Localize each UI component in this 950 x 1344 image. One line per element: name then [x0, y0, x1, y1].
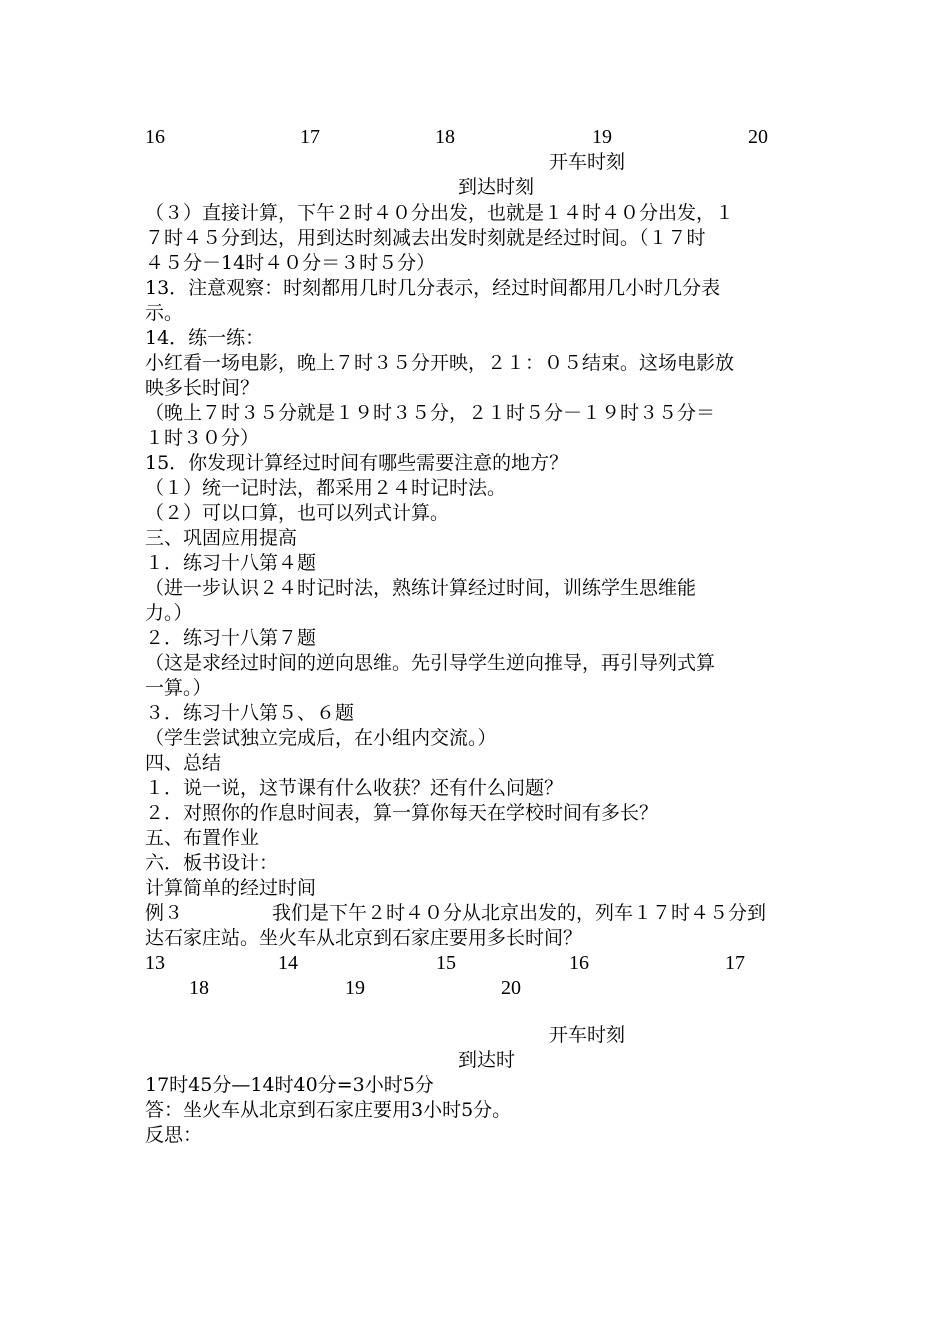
section-heading: 五、布置作业: [145, 827, 260, 849]
calculation-line: 17时45分—14时40分=3小时5分: [145, 1074, 434, 1096]
depart-time-label: 开车时刻: [549, 1024, 626, 1046]
arrive-time-label: 到达时刻: [458, 176, 535, 198]
text-line: １．说一说，这节课有什么收获？还有什么问题？: [145, 777, 564, 799]
scale-tick: 19: [345, 977, 365, 999]
text-line: 13．注意观察：时刻都用几时几分表示，经过时间都用几小时几分表: [145, 277, 721, 299]
text-line: １．练习十八第４题: [145, 552, 317, 574]
scale-tick: 16: [569, 952, 589, 974]
scale-tick: 18: [435, 126, 455, 148]
scale-tick: 16: [145, 126, 165, 148]
example-label: 例３: [145, 902, 184, 924]
scale-tick: 17: [300, 126, 320, 148]
text-line: （３）直接计算，下午２时４０分出发，也就是１４时４０分出发，１: [145, 202, 735, 224]
text-line: 14．练一练：: [145, 327, 265, 349]
text-line: 15．你发现计算经过时间有哪些需要注意的地方？: [145, 452, 569, 474]
scale-tick: 18: [189, 977, 209, 999]
scale-tick: 19: [592, 126, 612, 148]
text-line: 映多长时间？: [145, 377, 260, 399]
scale-tick: 20: [501, 977, 521, 999]
text-line: （晚上７时３５分就是１９时３５分，２１时５分－１９时３５分＝: [145, 402, 716, 424]
text-line: 小红看一场电影，晚上７时３５分开映，２１：０５结束。这场电影放: [145, 352, 735, 374]
scale-tick: 20: [748, 126, 768, 148]
text-line: ２．对照你的作息时间表，算一算你每天在学校时间有多长？: [145, 802, 659, 824]
text-line: （１）统一记时法，都采用２４时记时法。: [145, 477, 507, 499]
section-heading: 四、总结: [145, 752, 222, 774]
text-line: １时３０分）: [145, 427, 260, 449]
reflection-label: 反思：: [145, 1124, 203, 1146]
scale-tick: 15: [436, 952, 456, 974]
text-line: ４５分－14时４０分＝３时５分）: [145, 252, 436, 274]
text-line: 示。: [145, 302, 184, 324]
text-line: 一算。）: [145, 677, 212, 699]
scale-tick: 17: [725, 952, 745, 974]
section-heading: 三、巩固应用提高: [145, 527, 298, 549]
example-text: 达石家庄站。坐火车从北京到石家庄要用多长时间？: [145, 927, 583, 949]
text-line: 力。）: [145, 602, 193, 624]
text-line: ７时４５分到达，用到达时刻减去出发时刻就是经过时间。（１７时: [145, 227, 706, 249]
example-text: 我们是下午２时４０分从北京出发的，列车１７时４５分到: [272, 902, 767, 924]
answer-line: 答：坐火车从北京到石家庄要用3小时5分。: [145, 1099, 512, 1121]
text-line: （进一步认识２４时记时法，熟练计算经过时间，训练学生思维能: [145, 577, 697, 599]
depart-time-label: 开车时刻: [549, 151, 626, 173]
section-heading: 六．板书设计：: [145, 852, 279, 874]
text-line: （这是求经过时间的逆向思维。先引导学生逆向推导，再引导列式算: [145, 652, 716, 674]
text-line: ３．练习十八第５、６题: [145, 702, 355, 724]
scale-tick: 13: [145, 952, 165, 974]
text-line: ２．练习十八第７题: [145, 627, 317, 649]
scale-tick: 14: [278, 952, 298, 974]
text-line: （学生尝试独立完成后，在小组内交流。）: [145, 727, 497, 749]
board-title: 计算简单的经过时间: [145, 877, 317, 899]
arrive-time-label: 到达时: [458, 1049, 516, 1071]
text-line: （２）可以口算，也可以列式计算。: [145, 502, 450, 524]
